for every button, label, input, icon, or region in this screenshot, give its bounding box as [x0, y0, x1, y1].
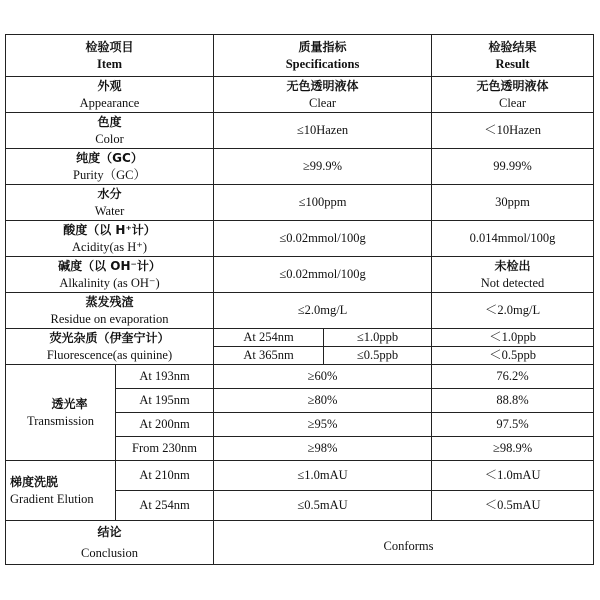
- table-row-water: [6, 185, 594, 221]
- result-value: ≥98.9%: [432, 437, 594, 461]
- result-value: ＜10Hazen: [432, 113, 594, 149]
- item-name-en: Purity（GC）: [73, 167, 146, 182]
- header-result-en: Result: [495, 56, 530, 71]
- item-name-cell: [6, 149, 214, 185]
- item-name-cn: 透光率: [51, 396, 88, 411]
- wavelength-label: At 195nm: [116, 389, 214, 413]
- table-row-purity: [6, 149, 594, 185]
- result-value: 99.99%: [432, 149, 594, 185]
- item-name-cn: 碱度（以 OH⁻计）: [58, 258, 161, 273]
- result-value: 88.8%: [432, 389, 594, 413]
- header-item-cell: [6, 35, 214, 77]
- header-item-cn: 检验项目: [85, 39, 134, 54]
- spec-value: ≥99.9%: [214, 149, 432, 185]
- table-row-conclusion: [6, 521, 594, 565]
- item-name-cn: 蒸发残渣: [85, 294, 134, 309]
- spec-value: ≥98%: [214, 437, 432, 461]
- item-name-cn: 结论: [97, 524, 122, 539]
- result-en: Not detected: [480, 275, 545, 290]
- spec-cn: 无色透明液体: [286, 78, 359, 93]
- header-spec-cell: [214, 35, 432, 77]
- wavelength-label: From 230nm: [116, 437, 214, 461]
- wavelength-label: At 254nm: [214, 329, 324, 347]
- spec-value: ≤2.0mg/L: [214, 293, 432, 329]
- spec-value: ≤0.5ppb: [324, 347, 432, 365]
- result-value: ＜2.0mg/L: [432, 293, 594, 329]
- table-row-acidity: [6, 221, 594, 257]
- spec-cell: [214, 77, 432, 113]
- table-row-fluorescence: [6, 329, 594, 347]
- spec-value: ≤10Hazen: [214, 113, 432, 149]
- item-name-en: Conclusion: [81, 545, 138, 560]
- spec-value: ≥60%: [214, 365, 432, 389]
- result-value: 0.014mmol/100g: [432, 221, 594, 257]
- wavelength-label: At 365nm: [214, 347, 324, 365]
- item-name-cell: [6, 329, 214, 365]
- table-row-color: [6, 113, 594, 149]
- table-row-alkalinity: [6, 257, 594, 293]
- result-cn: 无色透明液体: [476, 78, 549, 93]
- result-value: ＜0.5mAU: [432, 491, 594, 521]
- item-name-en: Residue on evaporation: [50, 311, 169, 326]
- result-value: 97.5%: [432, 413, 594, 437]
- item-name-en: Water: [94, 203, 125, 218]
- item-name-en: Appearance: [79, 95, 140, 110]
- item-name-en: Gradient Elution: [10, 491, 94, 506]
- table-row-transmission: [6, 365, 594, 389]
- item-name-cn: 纯度（GC）: [76, 150, 143, 165]
- item-name-en: Fluorescence(as quinine): [46, 347, 173, 362]
- header-result-cell: [432, 35, 594, 77]
- item-name-en: Transmission: [27, 413, 94, 428]
- item-name-cn: 荧光杂质（伊奎宁计）: [49, 330, 170, 345]
- result-cell: [432, 257, 594, 293]
- spec-value: ≥80%: [214, 389, 432, 413]
- result-cn: 未检出: [494, 258, 531, 273]
- spec-value: ≤0.5mAU: [214, 491, 432, 521]
- spec-en: Clear: [308, 95, 337, 110]
- result-value: ＜0.5ppb: [432, 347, 594, 365]
- spec-value: ≥95%: [214, 413, 432, 437]
- item-name-cell: [6, 77, 214, 113]
- spec-value: ≤1.0mAU: [214, 461, 432, 491]
- item-name-cell: [6, 113, 214, 149]
- item-name-en: Alkalinity (as OH⁻): [59, 275, 160, 290]
- table-row-appearance: [6, 77, 594, 113]
- result-cell: [432, 77, 594, 113]
- item-name-cell: [6, 521, 214, 565]
- item-name-cell: [6, 185, 214, 221]
- spec-value: ≤0.02mmol/100g: [214, 221, 432, 257]
- item-name-cn: 梯度洗脱: [10, 474, 59, 489]
- spec-value: ≤0.02mmol/100g: [214, 257, 432, 293]
- item-name-cell: [6, 257, 214, 293]
- item-name-cn: 酸度（以 H⁺计）: [63, 222, 156, 237]
- item-name-en: Color: [95, 131, 124, 146]
- header-item-en: Item: [97, 56, 122, 71]
- wavelength-label: At 200nm: [116, 413, 214, 437]
- item-name-cell: [6, 293, 214, 329]
- item-name-en: Acidity(as H⁺): [72, 239, 147, 254]
- item-name-cell: [6, 365, 116, 461]
- table-row-residue: [6, 293, 594, 329]
- result-value: ＜1.0ppb: [432, 329, 594, 347]
- wavelength-label: At 193nm: [116, 365, 214, 389]
- item-name-cn: 外观: [97, 78, 122, 93]
- spec-value: ≤100ppm: [214, 185, 432, 221]
- header-spec-en: Specifications: [285, 56, 360, 71]
- result-value: 30ppm: [432, 185, 594, 221]
- spec-value: ≤1.0ppb: [324, 329, 432, 347]
- specification-table: [5, 34, 594, 565]
- header-result-cn: 检验结果: [488, 39, 537, 54]
- header-spec-cn: 质量指标: [298, 39, 347, 54]
- table-row-gradient: [6, 461, 594, 491]
- item-name-cell: [6, 461, 116, 521]
- result-en: Clear: [498, 95, 527, 110]
- item-name-cell: [6, 221, 214, 257]
- item-name-cn: 色度: [97, 114, 122, 129]
- wavelength-label: At 254nm: [116, 491, 214, 521]
- conclusion-text: Conforms: [214, 521, 594, 565]
- wavelength-label: At 210nm: [116, 461, 214, 491]
- table-header-row: [6, 35, 594, 77]
- item-name-cn: 水分: [97, 186, 122, 201]
- result-value: 76.2%: [432, 365, 594, 389]
- result-value: ＜1.0mAU: [432, 461, 594, 491]
